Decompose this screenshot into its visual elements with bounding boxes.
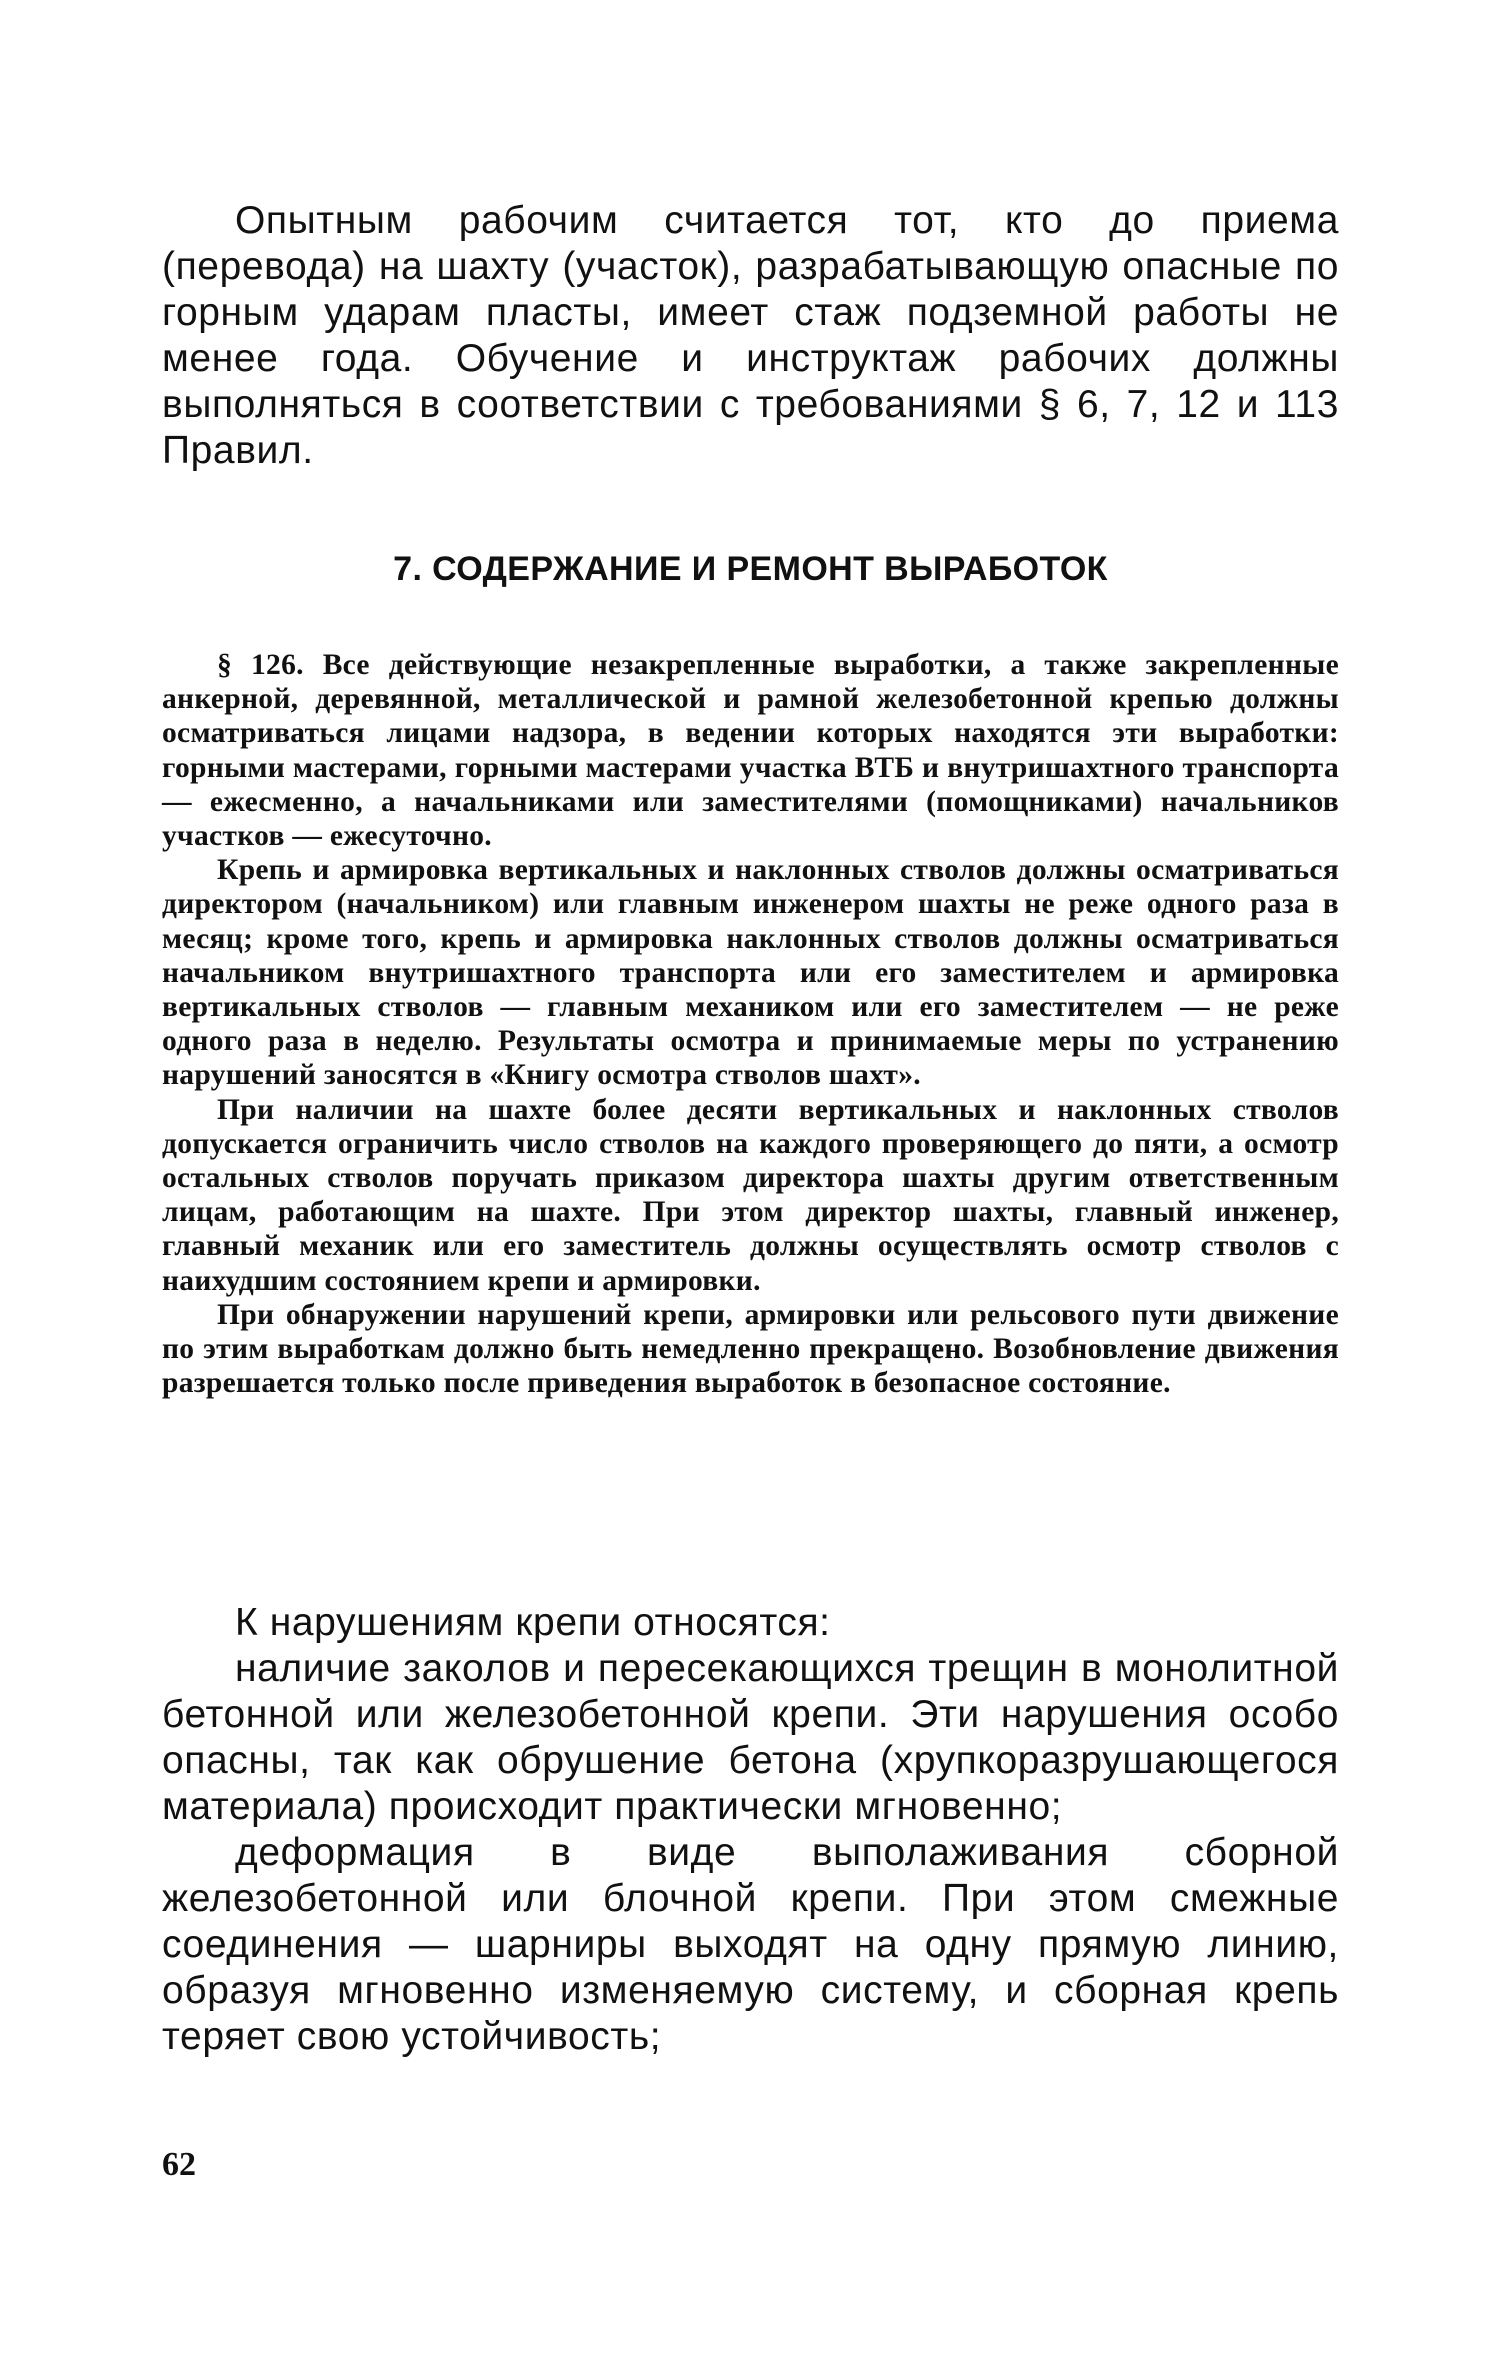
violations-block [162,1600,1339,2060]
intro-paragraph: Опытным рабочим считается тот, кто до приема (перевода) на шахту (участок), разрабатывающую опасные по горным ударам пласты, имеет стаж подземной работы не менее года. Обучение и инструктаж рабочих должны выполняться в соответствии с требованиями § 6, 7, 12 и 113 Правил. [162,199,1339,472]
section-heading-block [162,550,1339,589]
paragraph-inspection-limit: При наличии на шахте более десяти вертикальных и наклонных стволов допускается ограничить число стволов на каждого проверяющего до пяти, а осмотр остальных стволов поручать приказом директора шахты другим ответственным лицам, работающим на шахте. При этом директор шахты, главный инженер, главный механик или его заместитель должны осуществлять осмотр стволов с наихудшим состоянием крепи и армировки. [162,1093,1339,1297]
page-number: 62 [162,2146,196,2183]
rules-block [162,648,1339,1400]
violation-item: наличие заколов и пересекающихся трещин в монолитной бетонной или железобетонной крепи. Эти нарушения особо опасны, так как обрушение бетона (хрупкоразрушающегося материала) происходит практически мгновенно; [162,1647,1339,1828]
section-heading: 7. СОДЕРЖАНИЕ И РЕМОНТ ВЫРАБОТОК [393,550,1108,588]
paragraph-shaft-inspection: Крепь и армировка вертикальных и наклонных стволов должны осматриваться директором (начальником) или главным инженером шахты не реже одного раза в месяц; кроме того, крепь и армировка наклонных стволов должны осматриваться начальником внутришахтного транспорта или его заместителем и армировка вертикальных стволов — главным механиком или его заместителем — не реже одного раза в неделю. Результаты осмотра и принимаемые меры по устранению нарушений заносятся в «Книгу осмотра стволов шахт». [162,854,1339,1092]
violation-item: деформация в виде выполаживания сборной железобетонной или блочной крепи. При этом смежные соединения — шарниры выходят на одну прямую линию, образуя мгновенно изменяемую систему, и сборная крепь теряет свою устойчивость; [162,1831,1339,2058]
intro-block [162,198,1339,474]
violations-intro: К нарушениям крепи относятся: [235,1601,831,1644]
paragraph-126: § 126. Все действующие незакрепленные выработки, а также закрепленные анкерной, деревянной, металлической и рамной железобетонной крепью должны осматриваться лицами надзора, в ведении которых находятся эти выработки: горными мастерами, горными мастерами участка ВТБ и внутришахтного транспорта — ежесменно, а начальниками или заместителями (помощниками) начальников участков — ежесуточно. [162,649,1339,853]
paragraph-traffic-stop: При обнаружении нарушений крепи, армировки или рельсового пути движение по этим выработкам должно быть немедленно прекращено. Возобновление движения разрешается только после приведения выработок в безопасное состояние. [162,1298,1339,1400]
